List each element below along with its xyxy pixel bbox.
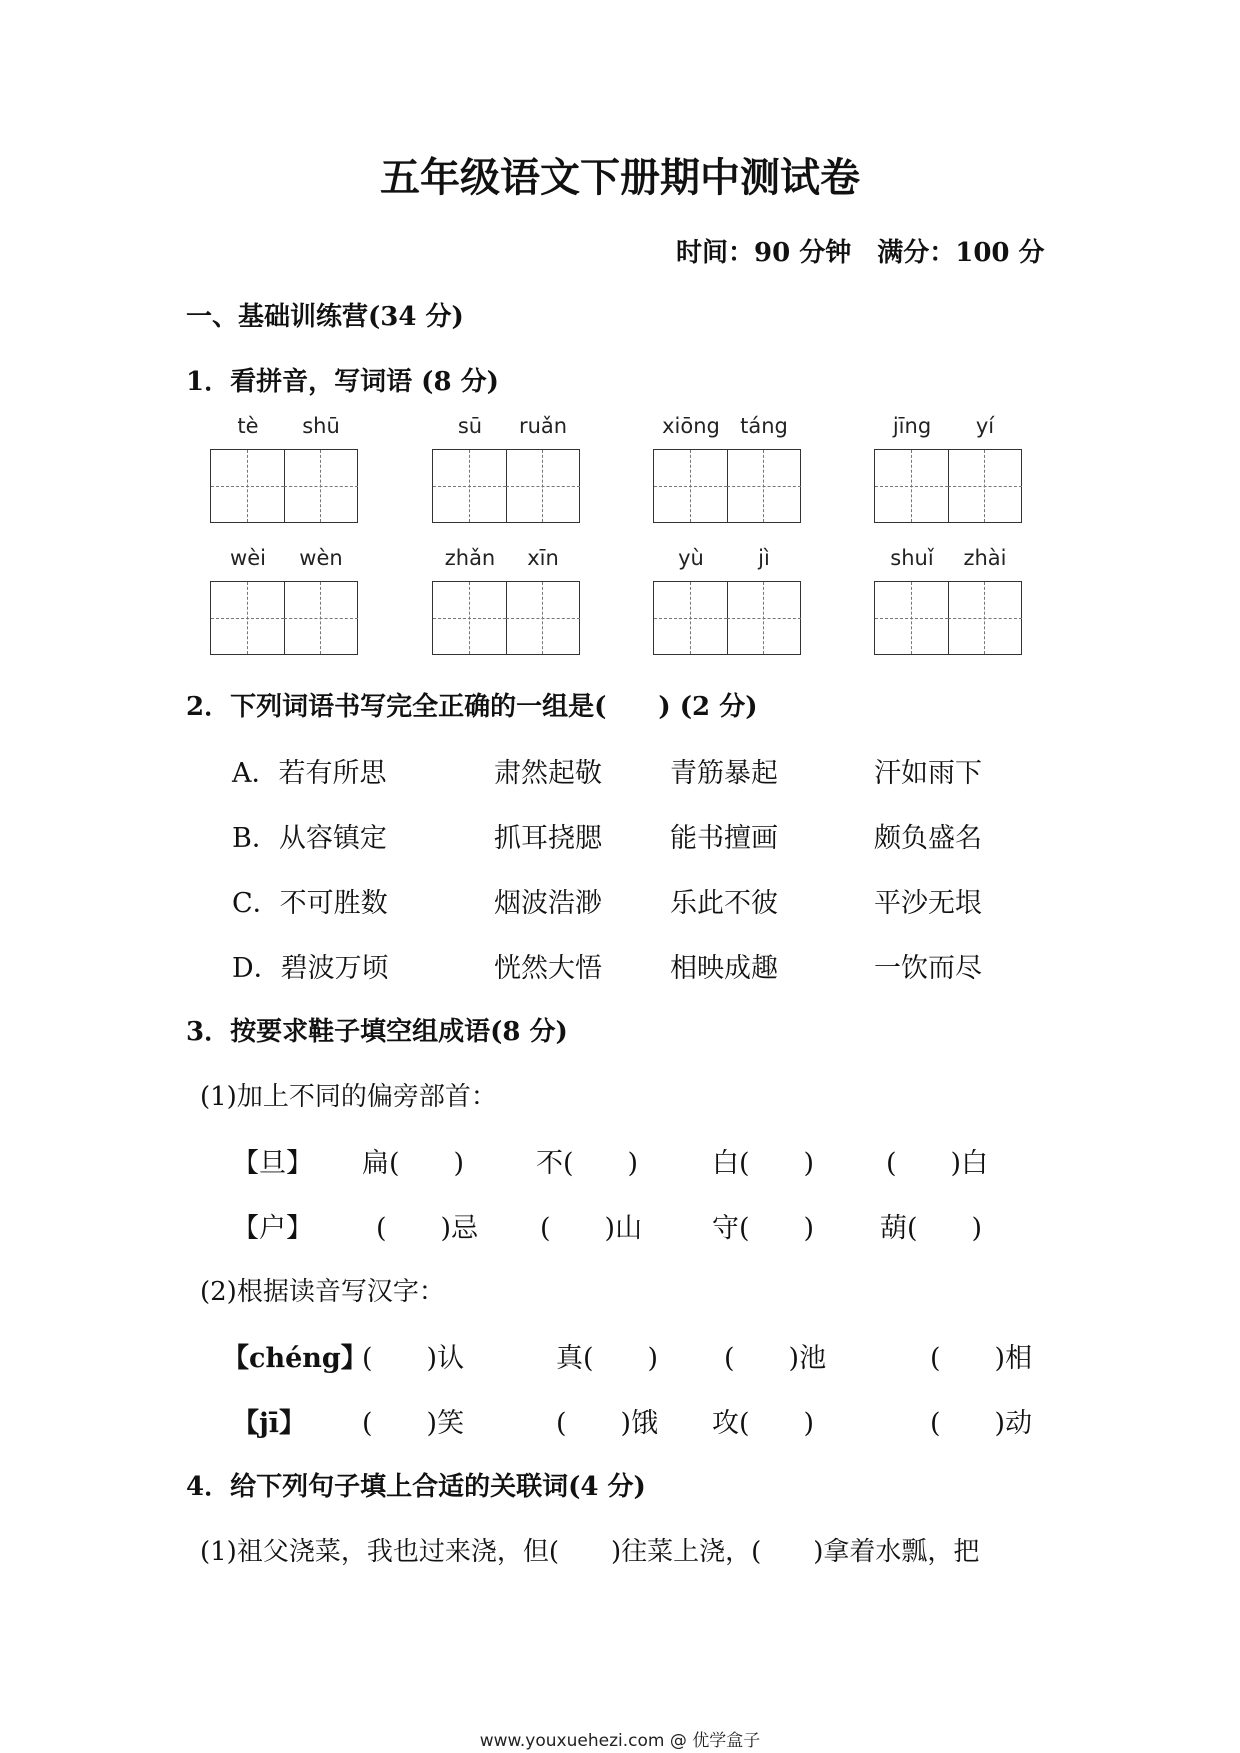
blank-item: ( )饿 bbox=[556, 1408, 659, 1439]
writing-box[interactable] bbox=[874, 581, 1022, 655]
option-c-word2: 烟波浩渺 bbox=[494, 888, 602, 919]
blank-item: 葫( ) bbox=[880, 1213, 983, 1244]
writing-box[interactable] bbox=[210, 581, 358, 655]
tianzige-cell[interactable] bbox=[211, 582, 285, 654]
pinyin-label: zhǎn bbox=[444, 546, 496, 570]
question-1-stem: 1．看拼音，写词语 (8 分) bbox=[186, 367, 499, 397]
pinyin-label: táng bbox=[740, 414, 788, 438]
pinyin-label: jīng bbox=[892, 414, 932, 438]
blank-item: ( )动 bbox=[930, 1408, 1033, 1439]
question-4-sentence-1: (1)祖父浇菜，我也过来浇，但( )往菜上浇，( )拿着水瓢，把 bbox=[200, 1537, 980, 1567]
tianzige-cell[interactable] bbox=[727, 582, 801, 654]
pinyin-label: zhài bbox=[963, 546, 1007, 570]
blank-item: 攻( ) bbox=[712, 1408, 815, 1439]
option-a-word2: 肃然起敬 bbox=[494, 758, 602, 789]
reading-key: 【chéng】 bbox=[222, 1343, 368, 1374]
pinyin-label: wèn bbox=[299, 546, 343, 570]
tianzige-cell[interactable] bbox=[284, 582, 358, 654]
blank-item: ( )认 bbox=[362, 1343, 465, 1374]
question-2-stem: 2．下列词语书写完全正确的一组是( ) (2 分) bbox=[186, 692, 758, 722]
tianzige-cell[interactable] bbox=[506, 450, 580, 522]
pinyin-label: yù bbox=[678, 546, 704, 570]
pinyin-label: tè bbox=[237, 414, 259, 438]
section-heading: 一、基础训练营(34 分) bbox=[186, 302, 464, 332]
pinyin-label: xīn bbox=[527, 546, 559, 570]
blank-item: 真( ) bbox=[556, 1343, 659, 1374]
option-a-word4: 汗如雨下 bbox=[874, 758, 982, 789]
option-a-word1: A．若有所思 bbox=[232, 758, 387, 789]
radical-key: 【旦】 bbox=[232, 1148, 313, 1179]
blank-item: ( )忌 bbox=[376, 1213, 479, 1244]
blank-item: 白( ) bbox=[712, 1148, 815, 1179]
pinyin-label: sū bbox=[457, 414, 483, 438]
option-c-word3: 乐此不彼 bbox=[670, 888, 778, 919]
tianzige-cell[interactable] bbox=[727, 450, 801, 522]
tianzige-cell[interactable] bbox=[506, 582, 580, 654]
option-d-word3: 相映成趣 bbox=[670, 953, 778, 984]
pinyin-label: ruǎn bbox=[518, 414, 568, 438]
question-3-sub1: (1)加上不同的偏旁部首： bbox=[200, 1082, 497, 1112]
writing-box[interactable] bbox=[653, 449, 801, 523]
option-d-word4: 一饮而尽 bbox=[874, 953, 982, 984]
option-b-word1: B．从容镇定 bbox=[232, 823, 387, 854]
tianzige-cell[interactable] bbox=[211, 450, 285, 522]
question-4-stem: 4．给下列句子填上合适的关联词(4 分) bbox=[186, 1472, 646, 1502]
option-d-word2: 恍然大悟 bbox=[494, 953, 602, 984]
footer-watermark: www.youxuehezi.com @ 优学盒子 bbox=[479, 1731, 761, 1751]
pinyin-label: wèi bbox=[230, 546, 266, 570]
tianzige-cell[interactable] bbox=[948, 450, 1022, 522]
reading-key: 【jī】 bbox=[232, 1408, 307, 1439]
pinyin-label: shuǐ bbox=[890, 546, 934, 570]
blank-item: ( )池 bbox=[724, 1343, 827, 1374]
blank-item: ( )白 bbox=[886, 1148, 989, 1179]
option-d-word1: D．碧波万顷 bbox=[232, 953, 389, 984]
tianzige-cell[interactable] bbox=[433, 450, 507, 522]
page-title: 五年级语文下册期中测试卷 bbox=[380, 155, 860, 201]
question-3-stem: 3．按要求鞋子填空组成语(8 分) bbox=[186, 1017, 568, 1047]
pinyin-label: yí bbox=[975, 414, 995, 438]
blank-item: 守( ) bbox=[712, 1213, 815, 1244]
option-b-word3: 能书擅画 bbox=[670, 823, 778, 854]
exam-meta: 时间：90 分钟 满分：100 分 bbox=[676, 238, 1045, 268]
pinyin-label: shū bbox=[302, 414, 340, 438]
writing-box[interactable] bbox=[874, 449, 1022, 523]
option-c-word1: C．不可胜数 bbox=[232, 888, 388, 919]
question-3-sub2: (2)根据读音写汉字： bbox=[200, 1277, 445, 1307]
tianzige-cell[interactable] bbox=[875, 582, 949, 654]
tianzige-cell[interactable] bbox=[433, 582, 507, 654]
blank-item: 不( ) bbox=[536, 1148, 639, 1179]
pinyin-label: jì bbox=[758, 546, 770, 570]
blank-item: ( )相 bbox=[930, 1343, 1033, 1374]
writing-box[interactable] bbox=[432, 449, 580, 523]
option-a-word3: 青筋暴起 bbox=[670, 758, 778, 789]
option-b-word2: 抓耳挠腮 bbox=[494, 823, 602, 854]
blank-item: ( )山 bbox=[540, 1213, 643, 1244]
pinyin-label: xiōng bbox=[662, 414, 720, 438]
tianzige-cell[interactable] bbox=[654, 582, 728, 654]
tianzige-cell[interactable] bbox=[284, 450, 358, 522]
option-c-word4: 平沙无垠 bbox=[874, 888, 982, 919]
blank-item: 扁( ) bbox=[362, 1148, 465, 1179]
blank-item: ( )笑 bbox=[362, 1408, 465, 1439]
radical-key: 【户】 bbox=[232, 1213, 313, 1244]
writing-box[interactable] bbox=[210, 449, 358, 523]
option-b-word4: 颇负盛名 bbox=[874, 823, 982, 854]
writing-box[interactable] bbox=[653, 581, 801, 655]
tianzige-cell[interactable] bbox=[654, 450, 728, 522]
writing-box[interactable] bbox=[432, 581, 580, 655]
tianzige-cell[interactable] bbox=[875, 450, 949, 522]
tianzige-cell[interactable] bbox=[948, 582, 1022, 654]
